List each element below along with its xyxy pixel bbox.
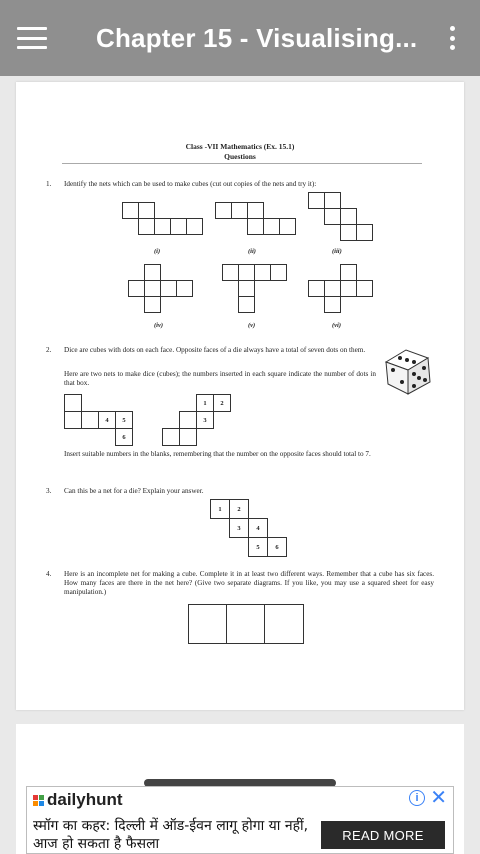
q2-number: 2. bbox=[46, 346, 52, 354]
net-iv bbox=[128, 264, 194, 314]
q4-number: 4. bbox=[46, 570, 52, 578]
die-net-2-cell: 3 bbox=[196, 411, 214, 429]
read-more-button[interactable]: READ MORE bbox=[321, 821, 445, 849]
q2-text-3: Insert suitable numbers in the blanks, remembering that the number on the opposite faces should total to 7. bbox=[64, 450, 371, 458]
sheet-subheading: Questions bbox=[224, 152, 256, 161]
net-iii bbox=[308, 192, 374, 242]
q2-text: Dice are cubes with dots on each face. Opposite faces of a die always have a total of seven dots on them. bbox=[64, 346, 366, 354]
die-net-1-cell: 4 bbox=[98, 411, 116, 429]
label-vi: (vi) bbox=[332, 322, 342, 329]
q4-net bbox=[188, 604, 304, 644]
die-net-2-cell: 2 bbox=[213, 394, 231, 412]
q3-net-cell: 6 bbox=[267, 537, 287, 557]
q1-text: Identify the nets which can be used to make cubes (cut out copies of the nets and try it): bbox=[64, 180, 317, 188]
dailyhunt-logo-icon bbox=[33, 795, 44, 806]
ad-info-icon[interactable]: i bbox=[409, 790, 425, 806]
label-v: (v) bbox=[248, 322, 256, 329]
q4-text: Here is an incomplete net for making a cube. Complete it in at least two different ways. Remember that a cube has six faces. How many faces are there in the net here? (Give two separate diagrams. If you like, you may use a squared sheet for easy manipulation.) bbox=[64, 570, 434, 596]
ad-headline[interactable]: स्मॉग का कहर: दिल्ली में ऑड-ईवन लागू होगा या नहीं, आज हो सकता है फैसला bbox=[33, 818, 309, 852]
sheet-heading: Class -VII Mathematics (Ex. 15.1) bbox=[185, 142, 295, 151]
die-net-1-cell: 5 bbox=[115, 411, 133, 429]
ad-brand bbox=[33, 790, 123, 810]
net-ii bbox=[215, 202, 295, 238]
q3-text: Can this be a net for a die? Explain your answer. bbox=[64, 487, 204, 495]
net-i bbox=[122, 202, 202, 238]
label-i: (i) bbox=[154, 248, 161, 255]
ad-brand-name: dailyhunt bbox=[47, 790, 123, 809]
net-v bbox=[222, 264, 288, 314]
q3-net-cell: 4 bbox=[248, 518, 268, 538]
q2-text-2: Here are two nets to make dice (cubes); the numbers inserted in each square indicate the number of dots in that box. bbox=[64, 370, 376, 387]
app-bar bbox=[0, 0, 480, 76]
q3-net-cell: 3 bbox=[229, 518, 249, 538]
label-ii: (ii) bbox=[248, 248, 256, 255]
die-net-1-cell: 6 bbox=[115, 428, 133, 446]
q1-number: 1. bbox=[46, 180, 52, 188]
die-net-1 bbox=[64, 394, 144, 446]
q3-net bbox=[210, 499, 286, 557]
q3-number: 3. bbox=[46, 487, 52, 495]
more-options-icon[interactable] bbox=[449, 26, 455, 50]
hamburger-menu-icon[interactable] bbox=[17, 27, 47, 49]
document-page bbox=[16, 82, 464, 710]
page-title: Chapter 15 - Visualising... bbox=[96, 22, 418, 53]
q3-net-cell: 5 bbox=[248, 537, 268, 557]
net-vi bbox=[308, 264, 374, 314]
die-icon bbox=[380, 344, 436, 398]
ad-close-icon[interactable]: ✕ bbox=[430, 787, 447, 809]
q3-net-cell: 2 bbox=[229, 499, 249, 519]
q3-net-cell: 1 bbox=[210, 499, 230, 519]
die-net-2-cell: 1 bbox=[196, 394, 214, 412]
advertisement-banner[interactable] bbox=[26, 786, 454, 854]
label-iv: (iv) bbox=[154, 322, 164, 329]
label-iii: (iii) bbox=[332, 248, 342, 255]
die-net-2 bbox=[162, 394, 232, 446]
divider bbox=[62, 163, 422, 164]
